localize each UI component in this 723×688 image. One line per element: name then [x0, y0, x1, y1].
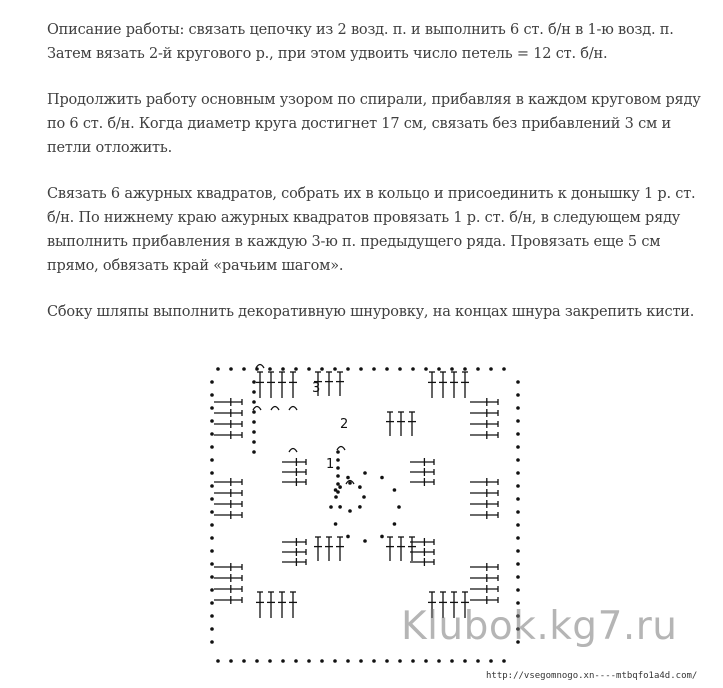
chain-dot — [210, 393, 214, 397]
chain-dot — [359, 367, 363, 371]
chain-dot — [450, 659, 454, 663]
slip-stitch-arc — [289, 407, 297, 411]
chain-dot — [516, 445, 520, 449]
chain-dot — [210, 640, 214, 644]
chain-dot — [336, 474, 340, 478]
chain-dot — [320, 659, 324, 663]
chain-dot — [516, 588, 520, 592]
row-label: 1 — [326, 457, 335, 472]
chain-dot — [450, 367, 454, 371]
chain-dot — [320, 367, 324, 371]
chain-dot — [489, 367, 493, 371]
chain-dot — [242, 659, 246, 663]
chain-dot — [333, 659, 337, 663]
chain-dot — [463, 367, 467, 371]
text-line: прямо, обвязать край «рачьим шагом». — [47, 258, 344, 274]
chain-dot — [268, 659, 272, 663]
chain-dot — [502, 659, 506, 663]
text-line: Описание работы: связать цепочку из 2 возд. п. и выполнить 6 ст. б/н в 1-ю возд. п. — [47, 22, 674, 38]
chain-dot — [516, 562, 520, 566]
chain-dot — [424, 367, 428, 371]
chain-dot — [346, 659, 350, 663]
chain-dot — [210, 575, 214, 579]
chain-dot — [437, 659, 441, 663]
chain-dot — [216, 659, 220, 663]
row-label: 3 — [312, 381, 321, 396]
chain-dot — [346, 535, 350, 539]
chain-dot — [516, 471, 520, 475]
chain-dot — [516, 536, 520, 540]
chain-dot — [210, 614, 214, 618]
chain-dot — [516, 458, 520, 462]
text-line: Продолжить работу основным узором по спирали, прибавляя в каждом круговом ряду — [47, 92, 701, 108]
chain-dot — [516, 575, 520, 579]
chain-dot — [463, 659, 467, 663]
chain-dot — [229, 367, 233, 371]
chain-dot — [348, 481, 352, 485]
chain-dot — [210, 497, 214, 501]
chain-dot — [476, 367, 480, 371]
chain-dot — [385, 659, 389, 663]
text-line: Сбоку шляпы выполнить декоративную шнуровку, на концах шнура закрепить кисти. — [47, 304, 695, 320]
chain-dot — [516, 393, 520, 397]
chain-dot — [210, 484, 214, 488]
chain-dot — [516, 406, 520, 410]
chain-dot — [210, 471, 214, 475]
paragraph-4 — [47, 300, 707, 324]
chain-dot — [307, 367, 311, 371]
chain-dot — [255, 659, 259, 663]
text-line: по 6 ст. б/н. Когда диаметр круга достигнет 17 см, связать без прибавлений 3 см и — [47, 116, 671, 132]
chain-dot — [393, 522, 397, 526]
chain-dot — [252, 420, 256, 424]
chain-dot — [252, 450, 256, 454]
chain-dot — [210, 601, 214, 605]
chain-dot — [216, 367, 220, 371]
chain-dot — [210, 510, 214, 514]
source-url: http://vsegomnogo.xn----mtbqfo1a4d.com/ — [486, 671, 698, 681]
chain-dot — [210, 549, 214, 553]
chain-dot — [516, 549, 520, 553]
chain-dot — [268, 367, 272, 371]
chain-dot — [336, 450, 340, 454]
chain-dot — [411, 367, 415, 371]
chain-dot — [385, 367, 389, 371]
paragraph-2 — [47, 88, 707, 160]
chain-dot — [516, 484, 520, 488]
chain-dot — [210, 419, 214, 423]
text-line: выполнить прибавления в каждую 3-ю п. предыдущего ряда. Провязать еще 5 см — [47, 234, 661, 250]
chain-dot — [336, 490, 340, 494]
chain-dot — [229, 659, 233, 663]
chain-dot — [329, 505, 333, 509]
chain-dot — [362, 495, 366, 499]
chain-dot — [502, 367, 506, 371]
chain-dot — [516, 419, 520, 423]
chain-dot — [398, 659, 402, 663]
chain-dot — [372, 367, 376, 371]
chain-dot — [210, 536, 214, 540]
chain-dot — [336, 458, 340, 462]
chain-dot — [210, 588, 214, 592]
slip-stitch-arc — [271, 407, 279, 411]
slip-stitch-arc — [337, 447, 345, 451]
text-line: Затем вязать 2-й кругового р., при этом удвоить число петель = 12 ст. б/н. — [47, 46, 608, 62]
chain-dot — [281, 367, 285, 371]
text-line: б/н. По нижнему краю ажурных квадратов провязать 1 р. ст. б/н, в следующем ряду — [47, 210, 681, 226]
chain-dot — [516, 380, 520, 384]
chain-dot — [210, 406, 214, 410]
chain-dot — [338, 485, 342, 489]
chain-dot — [252, 400, 256, 404]
chain-dot — [346, 367, 350, 371]
chain-dot — [393, 488, 397, 492]
chain-dot — [411, 659, 415, 663]
chain-dot — [476, 659, 480, 663]
chain-dot — [334, 522, 338, 526]
chain-dot — [398, 367, 402, 371]
chain-dot — [380, 535, 384, 539]
chain-dot — [336, 466, 340, 470]
chain-dot — [338, 505, 342, 509]
chain-dot — [489, 659, 493, 663]
chain-dot — [358, 485, 362, 489]
article-text — [47, 18, 707, 346]
chain-dot — [281, 659, 285, 663]
chain-dot — [252, 430, 256, 434]
chain-dot — [516, 497, 520, 501]
chain-dot — [252, 380, 256, 384]
slip-stitch-arc — [289, 449, 297, 453]
chain-dot — [210, 627, 214, 631]
chain-dot — [348, 509, 352, 513]
chain-dot — [307, 659, 311, 663]
chain-dot — [516, 432, 520, 436]
chain-dot — [424, 659, 428, 663]
chain-dot — [437, 367, 441, 371]
chain-dot — [252, 390, 256, 394]
chain-dot — [210, 445, 214, 449]
chain-dot — [358, 505, 362, 509]
watermark: Klubok.kg7.ru — [401, 604, 678, 649]
chain-dot — [210, 523, 214, 527]
chain-dot — [516, 523, 520, 527]
chain-dot — [363, 471, 367, 475]
chain-dot — [363, 539, 367, 543]
row-label: 2 — [340, 417, 349, 432]
chain-dot — [346, 476, 350, 480]
slip-stitch-arc — [253, 407, 261, 411]
chain-dot — [210, 432, 214, 436]
paragraph-3 — [47, 182, 707, 278]
chain-dot — [252, 410, 256, 414]
chain-dot — [252, 440, 256, 444]
chain-dot — [242, 367, 246, 371]
chain-dot — [294, 659, 298, 663]
chain-dot — [210, 562, 214, 566]
chain-dot — [336, 482, 340, 486]
text-line: петли отложить. — [47, 140, 172, 156]
chain-dot — [397, 505, 401, 509]
paragraph-1 — [47, 18, 707, 66]
chain-dot — [333, 367, 337, 371]
chain-dot — [380, 476, 384, 480]
chain-dot — [334, 495, 338, 499]
chain-dot — [516, 510, 520, 514]
chain-dot — [210, 458, 214, 462]
chain-dot — [372, 659, 376, 663]
chain-dot — [294, 367, 298, 371]
chain-dot — [210, 380, 214, 384]
chain-dot — [359, 659, 363, 663]
text-line: Связать 6 ажурных квадратов, собрать их в кольцо и присоединить к донышку 1 р. ст. — [47, 186, 696, 202]
